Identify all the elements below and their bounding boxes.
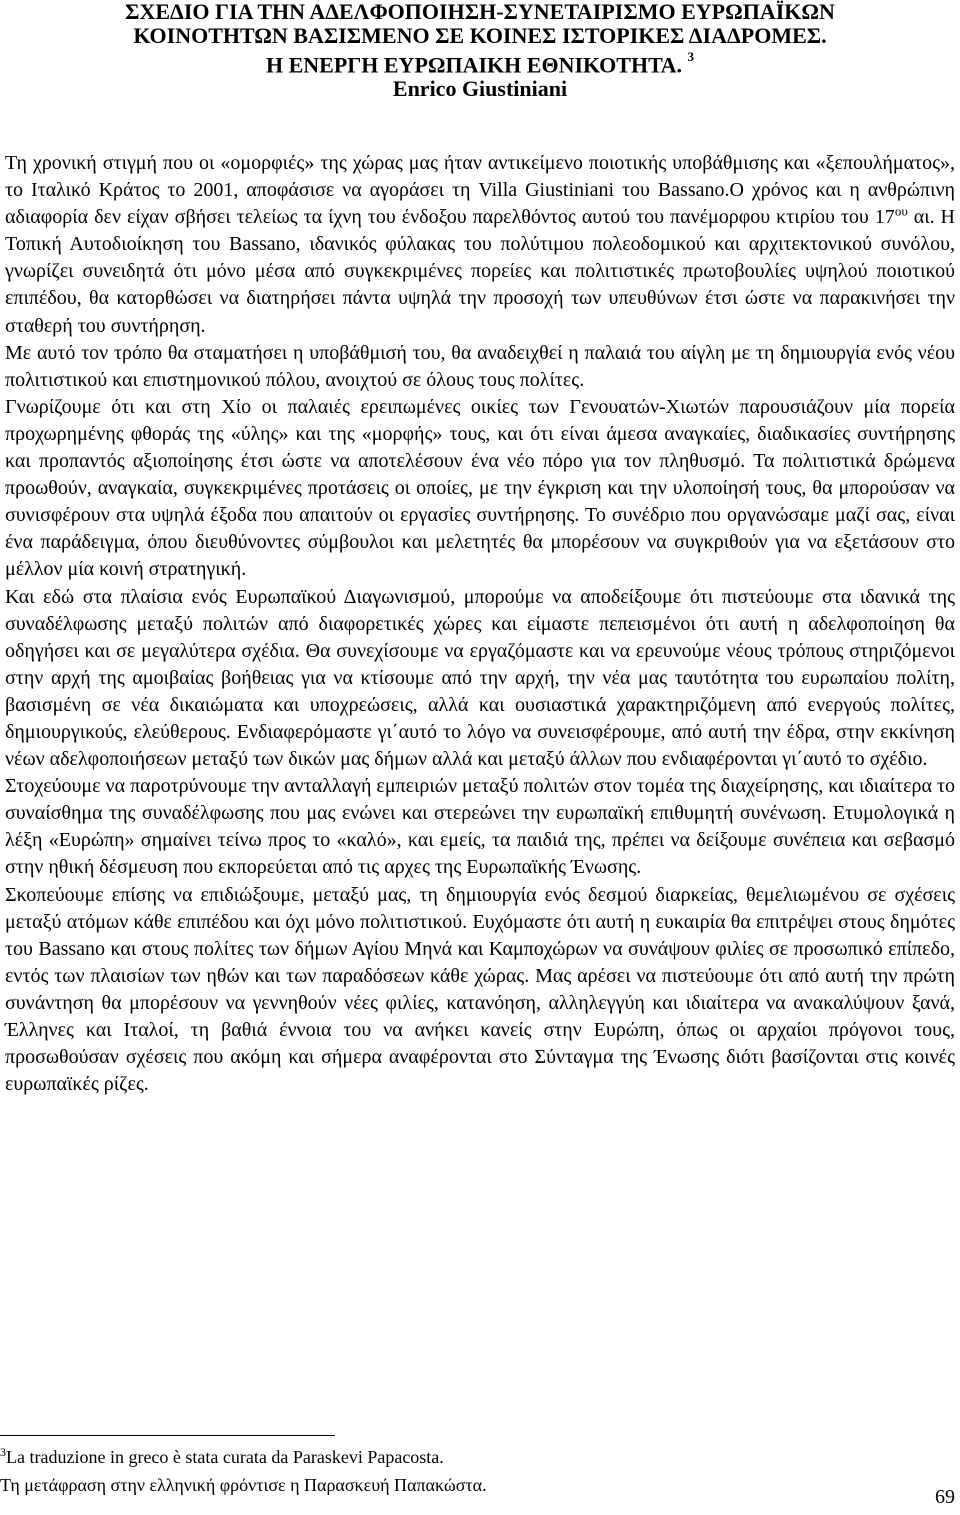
paragraph-1-part-b: αι. Η Τοπική Αυτοδιοίκηση του Bassano, ιδανικός φύλακας του πολύτιμου πολεοδομικού και αρχιτεκτονικού συνόλου, γνωρίζει συνειδητά ότι μόνο μέσα από συγκεκριμένες πορείες και πολιτιστικές πρωτοβουλίες υψηλού ποιοτικού επιπέδου, θα κατορθώσει να διατηρήσει πάντα υψηλά την προσοχή των υπευθύνων έτσι ώστε να παρακινήσει την σταθερή του συντήρηση.: [5, 206, 955, 337]
footnote-mark: 3: [0, 1445, 6, 1459]
footnotes: [0, 1443, 900, 1499]
paragraph-1-part-a: Τη χρονική στιγμή που οι «ομορφιές» της χώρας μας ήταν αντικείμενο ποιοτικής υποβάθμισης και «ξεπουλήματος», το Ιταλικό Κράτος το 2001, αποφάσισε να αγοράσει τη Villa Giustiniani του Bassano.Ο χρόνος και η ανθρώπινη αδιαφορία δεν είχαν σβήσει τελείως τα ίχνη του ένδοξου παρελθόντος αυτού του πανέμορφου κτιρίου του 17: [5, 152, 955, 229]
paragraph-5: Στοχεύουμε να παροτρύνουμε την ανταλλαγή εμπειριών μεταξύ πολιτών στον τομέα της διαχείρησης, και ιδιαίτερα το συναίσθημα της συναδέλφωσης που μας ενώνει και στερεώνει την ευρωπαϊκή επιθυμητή συνένωση. Ετυμολογικά η λέξη «Ευρώπη» σημαίνει τείνω προς το «καλό», και εμείς, τα παιδιά της, πρέπει να δείξουμε συνέπεια και σεβασμό στην ηθική δέσμευση που εκπορεύεται από τις αρχες της Ευρωπαϊκής Ένωσης.: [5, 775, 955, 879]
title-line-2: ΚΟΙΝΟΤΗΤΩΝ ΒΑΣΙΣΜΕΝΟ ΣΕ ΚΟΙΝΕΣ ΙΣΤΟΡΙΚΕΣ ΔΙΑΔΡΟΜΕΣ.: [133, 23, 827, 48]
paragraph-4: Και εδώ στα πλαίσια ενός Ευρωπαϊκού Διαγωνισμού, μπορούμε να αποδείξουμε ότι πιστεύουμε στα ιδανικά της συναδέλφωσης μεταξύ πολιτών από διαφορετικές χώρες και είμαστε πεπεισμένοι ότι αυτή η αδελφοποίηση θα οδηγήσει και σε μεγαλύτερα σχέδια. Θα συνεχίσουμε να εργαζόμαστε και να ερευνούμε νέους τρόπους στηριζόμενοι στην αρχή της αμοιβαίας βοήθειας για να κτίσουμε από την αρχή, την νέα μας ταυτότητα του ευρωπαίου πολίτη, βασισμένη σε νέα δικαιώματα και υποχρεώσεις, αλλά και ουσιαστικά χαρακτηριζόμενη από ενεργούς πολίτες, δημιουργικούς, ελεύθερους. Ενδιαφερόμαστε γι΄αυτό το λόγο να συνεισφέρουμε, από αυτή την έδρα, στην εκκίνηση νέων αδελφοποιήσεων μεταξύ των δικών μας δήμων αλλά και μεταξύ άλλων που ενδιαφέρονται γι΄αυτό το σχέδιο.: [5, 585, 955, 771]
footnote-italian: [0, 1443, 900, 1471]
document-title: [0, 0, 960, 101]
footnote-greek: Τη μετάφραση στην ελληνική φρόντισε η Παρασκευή Παπακώστα.: [0, 1475, 487, 1495]
footnote-divider: [0, 1435, 335, 1436]
paragraph-1: [5, 150, 955, 340]
paragraph-3: Γνωρίζουμε ότι και στη Χίο οι παλαιές ερειπωμένες οικίες των Γενουατών-Χιωτών παρουσιάζουν μία πορεία προχωρημένης φθοράς της «ύλης» και της «μορφής» τους, και ότι είναι άμεσα αναγκαίες, διαδικασίες συντήρησης και προπαντός αξιοποίησης έτσι ώστε να αποτελέσουν ένα νέο πόρο για τον πληθυσμό. Τα πολιτιστικά δρώμενα προωθούν, αναγκαία, συγκεκριμένες προτάσεις οι οποίες, με την έγκριση και την υλοποίησή τους, θα μπορούσαν να συνισφέρουν στα υψηλά έξοδα που απαιτούν οι εργασίες συντήρησης. Το συνέδριο που οργανώσαμε μαζί σας, είναι ένα παράδειγμα, όπου διευθύνοντες σύμβουλοι και μελετητές θα μπορέσουν να συγκριθούν για να εξετάσουν στο μέλλον μία κοινή στρατηγική.: [5, 395, 955, 581]
title-line-1: ΣΧΕΔΙΟ ΓΙΑ ΤΗΝ ΑΔΕΛΦΟΠΟΙΗΣΗ-ΣΥΝΕΤΑΙΡΙΣΜΟ ΕΥΡΩΠΑΪΚΩΝ: [125, 0, 835, 24]
page-number: 69: [935, 1486, 955, 1508]
footnote-italian-text: La traduzione in greco è stata curata da Paraskevi Papacosta.: [6, 1447, 444, 1467]
title-line-3: [0, 48, 960, 77]
century-superscript: ου: [894, 203, 908, 219]
author-name: Enrico Giustiniani: [392, 76, 568, 102]
paragraph-2: Με αυτό τον τρόπο θα σταματήσει η υποβάθμισή του, θα αναδειχθεί η παλαιά του αίγλη με τη δημιουργία ενός νέου πολιτιστικού και επιστημονικού πόλου, ανοιχτού σε όλους τους πολίτες.: [5, 341, 955, 391]
title-footnote-ref: 3: [687, 49, 695, 64]
paragraph-6: Σκοπεύουμε επίσης να επιδιώξουμε, μεταξύ μας, τη δημιουργία ενός δεσμού διαρκείας, θεμελιωμένου σε σχέσεις μεταξύ ατόμων κάθε επιπέδου και όχι μόνο πολιτιστικού. Ευχόμαστε ότι αυτή η ευκαιρία θα επιτρέψει στους δημότες του Bassano και στους πολίτες των δήμων Αγίου Μηνά και Καμποχώρων να συνάψουν φιλίες σε προσωπικό επίπεδο, εντός των πλαισίων των ηθών και των παραδόσεων κάθε χώρας. Μας αρέσει να πιστεύουμε ότι από αυτή την πρώτη συνάντηση θα μπορέσουν να γεννηθούν νέες φιλίες, κατανόηση, αλληλεγγύη και ιδιαίτερα να ανακαλύψουν ξανά, Έλληνες και Ιταλοί, τη βαθιά έννοια του να ανήκει κανείς στην Ευρώπη, όπως οι αρχαίοι πρόγονοι τους, προσωθούσαν σχέσεις που ακόμη και σήμερα αναφέρονται στο Σύνταγμα της Ένωσης διότι βασίζονται στις κοινές ευρωπαϊκές ρίζες.: [5, 883, 955, 1096]
title-line-3-text: Η ΕΝΕΡΓΗ ΕΥΡΩΠΑΙΚΗ ΕΘΝΙΚΟΤΗΤΑ.: [265, 52, 683, 78]
body-text: [5, 150, 955, 1098]
